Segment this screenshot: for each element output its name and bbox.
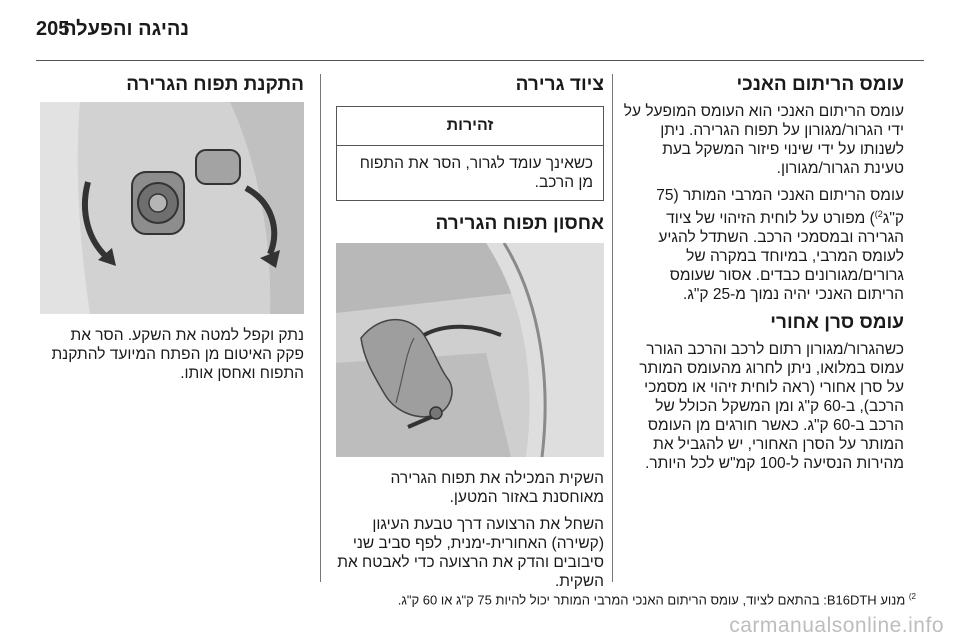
page-header	[36, 14, 924, 48]
heading-rear-axle-load: עומס סרן אחורי	[770, 312, 904, 334]
warning-text: כשאינך עומד לגרור, הסר את התפוח מן הרכב.	[359, 155, 593, 191]
warning-box	[336, 106, 604, 201]
figure-ball-storage	[336, 243, 604, 457]
paragraph-ball-bag-securing: השחל את הרצועה דרך טבעת העיגון (קשירה) האחורית-ימנית, לפף סביב שני סיבובים והדק את הרצועה כדי לאבטח את השקית.	[337, 516, 604, 590]
tow-socket-illustration	[40, 102, 304, 314]
heading-ball-storage: אחסון תפוח הגרירה	[435, 213, 604, 234]
paragraph-vertical-load-max	[620, 186, 904, 304]
paragraph-ball-installation: נתק וקפל למטה את השקע. הסר את פקק האיטום מן הפתח המיועד להתקנת התפוח ואחסן אותו.	[51, 327, 304, 382]
heading-ball-installation: התקנת תפוח הגרירה	[126, 74, 304, 95]
heading-towing-equipment: ציוד גרירה	[515, 74, 604, 95]
vertical-load-text-before: עומס הריתום האנכי המרבי המותר (75 ק"ג	[656, 187, 904, 228]
column-middle	[336, 74, 604, 599]
footnote-marker: 2)	[908, 592, 916, 601]
warning-title: זהירות	[337, 107, 603, 146]
page-number: 205	[36, 18, 70, 40]
footnote-text: מנוע B16DTH: בהתאם לציוד, עומס הריתום האנכי המרבי המותר יכול להיות 75 ק"ג או 60 ק"ג.	[397, 592, 906, 608]
paragraph-ball-bag-location: השקית המכילה את תפוח הגרירה מאוחסנת באזור המטען.	[390, 470, 604, 506]
paragraph-vertical-load-definition: עומס הריתום האנכי הוא העומס המופעל על ידי הגרור/מגורון על תפוח הגרירה. ניתן לשנותו על ידי שינוי פיזור המשקל בעת טעינת הגרור/מגורון.	[623, 103, 904, 177]
footnote-ref: 2)	[874, 209, 883, 219]
header-rule	[36, 60, 924, 61]
vertical-load-text-after: ) מפורט על לוחית הזיהוי של ציוד הגרירה ובמסמכי הרכב. השתדל להגיע לעומס המרבי, במיוחד במקרה של גרורים/מגורונים כבדים. אסור שעומס הריתום האנכי יהיה נמוך מ-25 ק"ג.	[658, 210, 904, 304]
paragraph-rear-axle-load: כשהגרור/מגורון רתום לרכב והרכב הגורר עמוס במלואו, ניתן לחרוג מהעומס המותר על סרן אחורי (ראה לוחית זיהוי או מסמכי הרכב), ב-60 ק"ג ומן המשקל הכולל של הרכב ב-60 ק"ג. כאשר חורגים מן העומס המותר על הסרן האחורי, יש להגביל את מהירות הנסיעה ל-100 קמ"ש לכל היותר.	[639, 341, 904, 473]
column-left	[40, 74, 304, 391]
footnote	[320, 592, 916, 607]
column-divider-left	[320, 74, 321, 582]
figure-socket	[40, 102, 304, 314]
section-title: נהיגה והפעלה	[63, 18, 189, 40]
column-right	[620, 74, 904, 481]
trunk-bag-illustration	[336, 243, 604, 457]
heading-vertical-load: עומס הריתום האנכי	[736, 74, 904, 95]
watermark: carmanualsonline.info	[729, 614, 944, 637]
column-divider-right	[612, 74, 613, 582]
